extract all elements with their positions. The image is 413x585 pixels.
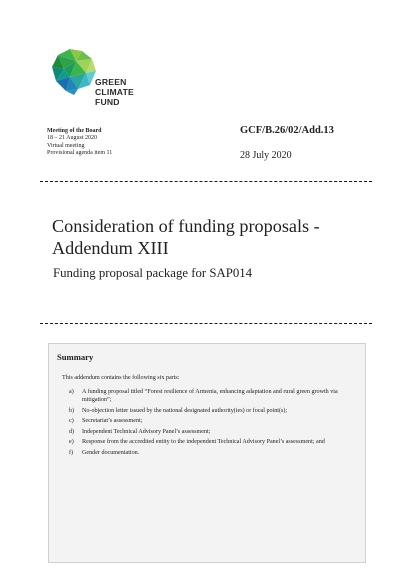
list-item bbox=[69, 388, 357, 404]
list-item bbox=[69, 417, 357, 425]
top-divider bbox=[40, 181, 372, 182]
logo-line-2: CLIMATE bbox=[95, 87, 134, 97]
document-reference: GCF/B.26/02/Add.13 bbox=[240, 125, 334, 136]
page-title bbox=[52, 215, 392, 259]
list-marker: f) bbox=[69, 449, 74, 456]
logo-line-3: FUND bbox=[95, 97, 120, 107]
logo-line-1: GREEN bbox=[95, 77, 127, 87]
list-marker: b) bbox=[69, 407, 75, 414]
list-marker: e) bbox=[69, 439, 74, 446]
globe-logo-icon bbox=[48, 47, 98, 97]
list-marker: d) bbox=[69, 428, 75, 435]
page-subtitle: Funding proposal package for SAP014 bbox=[53, 266, 253, 280]
meeting-name: Meeting of the Board bbox=[47, 128, 102, 134]
list-text: Response from the accredited entity to the independent Technical Advisory Panel’s assessment; and bbox=[82, 439, 325, 446]
agenda-item: Provisional agenda item 11 bbox=[47, 150, 113, 157]
list-text: A funding proposal titled “Forest resilience of Armenia, enhancing adaptation and rural green growth via mitigation”; bbox=[82, 389, 338, 403]
list-marker: a) bbox=[69, 389, 74, 395]
summary-box bbox=[48, 343, 366, 563]
document-date: 28 July 2020 bbox=[240, 150, 292, 161]
meeting-dates: 18 – 21 August 2020 bbox=[47, 135, 98, 142]
list-marker: c) bbox=[69, 418, 74, 425]
list-text: No-objection letter issued by the national designated authority(ies) or focal point(s); bbox=[82, 407, 288, 414]
title-line-1: Consideration of funding proposals - bbox=[52, 216, 320, 236]
title-line-2: Addendum XIII bbox=[52, 238, 169, 258]
meeting-info bbox=[47, 128, 112, 158]
list-item bbox=[69, 428, 357, 436]
bottom-divider bbox=[40, 323, 372, 324]
green-climate-fund-logo bbox=[48, 47, 148, 113]
list-item bbox=[69, 449, 357, 457]
list-text: Secretariat’s assessment; bbox=[82, 418, 143, 425]
list-text: Gender documentation. bbox=[82, 449, 140, 456]
list-text: Independent Technical Advisory Panel’s assessment; bbox=[82, 428, 211, 435]
summary-intro: This addendum contains the following six parts: bbox=[62, 375, 180, 381]
list-item bbox=[69, 407, 357, 415]
summary-heading: Summary bbox=[57, 352, 94, 362]
logo-wordmark bbox=[95, 77, 134, 107]
meeting-venue: Virtual meeting bbox=[47, 142, 85, 149]
summary-list bbox=[69, 388, 357, 460]
list-item bbox=[69, 438, 357, 446]
